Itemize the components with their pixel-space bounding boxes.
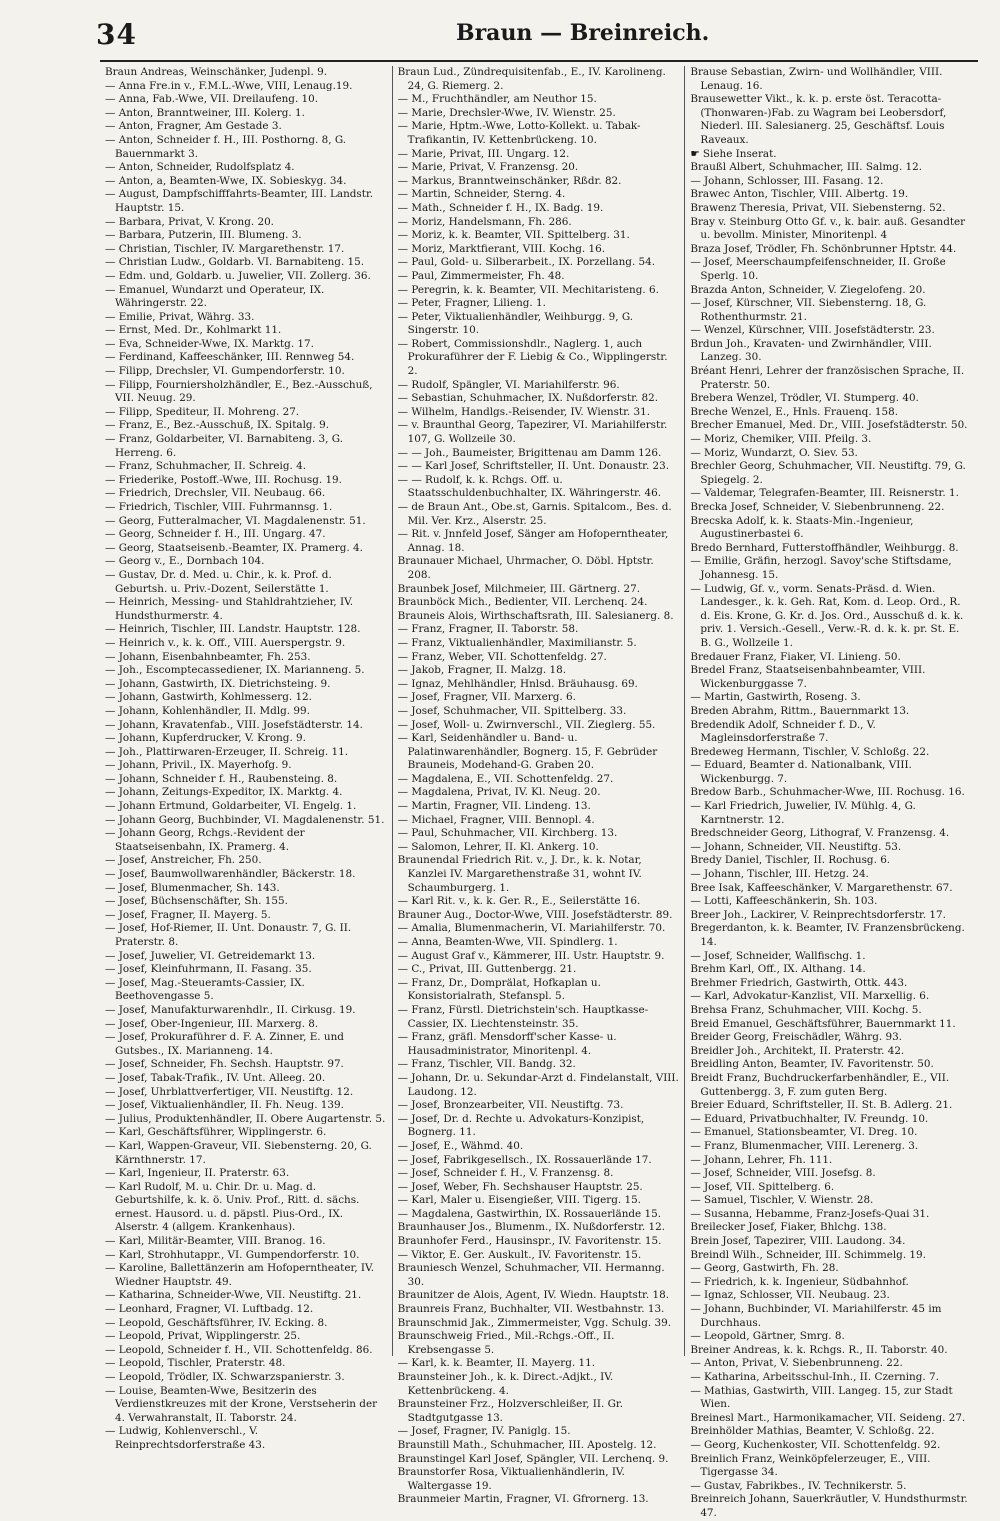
directory-entry: — Marie, Privat, V. Franzensg. 20. bbox=[397, 161, 579, 174]
directory-entry: — Louise, Beamten-Wwe, Besitzerin des Verdienstkreuzes mit der Krone, Verstseherin der 4. Verwahranstalt, II. Taborstr. 24. bbox=[105, 1384, 378, 1424]
directory-entry: Bredendik Adolf, Schneider f. D., V. Magleinsdorferstraße 7. bbox=[690, 718, 876, 745]
directory-entry: Bray v. Steinburg Otto Gf. v., k. bair. auß. Gesandter u. bevollm. Minister, Minoritenpl. 4 bbox=[690, 215, 966, 242]
directory-entry: — Franz, Blumenmacher, VIII. Lerenerg. 3. bbox=[690, 1139, 919, 1152]
directory-entry: — Josef, Bronzearbeiter, VII. Neustiftg. 73. bbox=[397, 1099, 624, 1112]
directory-entry: Brecher Emanuel, Med. Dr., VIII. Josefstädterstr. 50. bbox=[690, 419, 968, 432]
directory-entry: — Markus, Branntweinschänker, Rßdr. 82. bbox=[397, 174, 622, 187]
directory-entry: — Magdalena, Privat, IV. Kl. Neug. 20. bbox=[397, 786, 601, 799]
directory-entry: Brebera Wenzel, Trödler, VI. Stumperg. 40. bbox=[690, 392, 919, 405]
directory-entry: — Johann, Kravatenfab., VIII. Josefstädterstr. 14. bbox=[105, 718, 363, 731]
directory-entry: — Karl Rudolf, M. u. Chir. Dr. u. Mag. d. Geburtshilfe, k. k. ö. Univ. Prof., Ritt. d. sächs. ernest. Hausord. u. d. päpstl. Pius-Ord., IX. Alserstr. 4 (allgem. Krankenhaus). bbox=[105, 1180, 360, 1234]
directory-entry: Bréant Henri, Lehrer der französischen Sprache, II. Praterstr. 50. bbox=[690, 365, 965, 391]
directory-entry: — Friedrich, Tischler, VIII. Fuhrmannsg. 1. bbox=[105, 501, 333, 513]
directory-entry: — Leopold, Gärtner, Smrg. 8. bbox=[690, 1330, 845, 1343]
directory-entry: — Johann, Schneider, VII. Neustiftg. 53. bbox=[690, 840, 902, 853]
directory-entry: — Moriz, k. k. Beamter, VII. Spittelberg. 31. bbox=[397, 229, 630, 242]
directory-entry: — Leopold, Geschäftsführer, IV. Ecking. 8. bbox=[105, 1316, 328, 1329]
directory-entry: Brehm Karl, Off., IX. Althang. 14. bbox=[690, 963, 866, 976]
directory-entry: — Emanuel, Stationsbeamter, VI. Dreg. 10. bbox=[690, 1126, 918, 1139]
directory-entry: — Christian Ludw., Goldarb. VI. Barnabiteng. 15. bbox=[105, 256, 365, 269]
directory-entry: — Franz, Schuhmacher, II. Schreig. 4. bbox=[105, 460, 307, 473]
directory-entry: — Josef, Fragner, II. Mayerg. 5. bbox=[105, 908, 271, 921]
directory-entry: — Johann, Dr. u. Sekundar-Arzt d. Findelanstalt, VIII. Laudong. 12. bbox=[397, 1071, 679, 1098]
directory-entry: Braunsteiner Frz., Holzverschleißer, II. Gr. Stadtgutgasse 13. bbox=[397, 1398, 623, 1424]
directory-entry: — Magdalena, E., VII. Schottenfeldg. 27. bbox=[397, 772, 614, 785]
directory-entry: — Johann, Kupferdrucker, V. Krong. 9. bbox=[105, 732, 306, 745]
directory-entry: Braun Lud., Zündrequisitenfab., E., IV. Karolineng. 24, G. Riemerg. 2. bbox=[397, 66, 666, 92]
directory-entry: — Heinrich, Messing- und Stahldrahtzieher, IV. Hundsthurmerstr. 4. bbox=[105, 596, 354, 622]
directory-entry: — Josef, Büchsenschäfter, Sh. 155. bbox=[105, 895, 288, 908]
directory-entry: Brawenz Theresia, Privat, VII. Siebensterng. 52. bbox=[690, 201, 946, 214]
directory-entry: — Edm. und, Goldarb. u. Juwelier, VII. Zollerg. 36. bbox=[105, 269, 371, 282]
directory-entry: — Friederike, Postoff.-Wwe, III. Rochusg. 19. bbox=[105, 473, 342, 486]
directory-entry: — Heinrich, Tischler, III. Landstr. Hauptstr. 128. bbox=[105, 623, 361, 636]
directory-entry: — Peter, Fragner, Lilieng. 1. bbox=[397, 297, 546, 310]
directory-entry: — Josef, E., Wähmd. 40. bbox=[397, 1139, 524, 1152]
directory-entry: Breinlich Franz, Weinköpfelerzeuger, E., VIII. Tigergasse 34. bbox=[690, 1452, 931, 1479]
directory-entry: — Karl, Militär-Beamter, VIII. Branog. 16. bbox=[105, 1235, 326, 1248]
directory-entry: Breinreich Johann, Sauerkräutler, V. Hundsthurmstr. 47. bbox=[690, 1493, 968, 1519]
directory-entry: Brehmer Friedrich, Gastwirth, Ottk. 443. bbox=[690, 976, 908, 989]
page-header bbox=[96, 18, 980, 58]
directory-entry: — Ludwig, Gf. v., vorm. Senats-Präsd. d. Wien. Landesger., k. k. Geh. Rat, Kom. d. Leop. Ord., R. d. Eis. Krone, G. Kr. d. Jos. Ord., Ausschuß d. k. k. priv. 1. Versich.-Gesell., Verw.-R. d. k. k. pr. St. E. B. G., Wollzeile 1. bbox=[690, 582, 964, 649]
directory-entry: — C., Privat, III. Guttenbergg. 21. bbox=[397, 963, 577, 976]
directory-entry: — Gustav, Dr. d. Med. u. Chir., k. k. Prof. d. Geburtsh. u. Priv.-Dozent, Seilerstätte 1. bbox=[105, 568, 332, 595]
directory-entry: — Wenzel, Kürschner, VIII. Josefstädterstr. 23. bbox=[690, 324, 935, 337]
directory-entry: Bredo Bernhard, Futterstoffhändler, Weihburgg. 8. bbox=[690, 541, 959, 554]
directory-entry: — Marie, Privat, III. Ungarg. 12. bbox=[397, 147, 570, 160]
running-title: Braun — Breinreich. bbox=[456, 20, 710, 46]
directory-entry: Brawec Anton, Tischler, VIII. Albertg. 19. bbox=[690, 188, 909, 201]
directory-entry: Brauniesch Wenzel, Schuhmacher, VII. Hermanng. 30. bbox=[397, 1262, 665, 1288]
directory-entry: — Georg, Gastwirth, Fh. 28. bbox=[690, 1262, 839, 1275]
directory-entry: — Josef, Woll- u. Zwirnverschl., VII. Zieglerg. 55. bbox=[397, 718, 656, 731]
directory-entry: Breilecker Josef, Fiaker, Bhlchg. 138. bbox=[690, 1221, 887, 1234]
directory-entry: — Johann, Kohlenhändler, II. Mdlg. 99. bbox=[105, 704, 310, 717]
directory-entry: — Josef, Kleinfuhrmann, II. Fasang. 35. bbox=[105, 963, 312, 976]
directory-entry: — Math., Schneider f. H., IX. Badg. 19. bbox=[397, 201, 604, 214]
directory-entry: — Josef, Blumenmacher, Sh. 143. bbox=[105, 881, 280, 894]
directory-entry: Brauner Aug., Doctor-Wwe, VIII. Josefstädterstr. 89. bbox=[397, 908, 673, 921]
directory-entry: — Leopold, Trödler, IX. Schwarzspanierstr. 3. bbox=[105, 1371, 345, 1383]
directory-entry: — Christian, Tischler, IV. Margarethenstr. 17. bbox=[105, 242, 345, 255]
directory-entry: Bregerdanton, k. k. Beamter, IV. Franzensbrückeng. 14. bbox=[690, 922, 965, 948]
directory-entry: Braunmeier Martin, Fragner, VI. Gfrornerg. 13. bbox=[397, 1493, 649, 1506]
directory-entry: Breinhölder Mathias, Beamter, V. Schloßg. 22. bbox=[690, 1425, 935, 1438]
directory-entry: Breinesl Mart., Harmonikamacher, VII. Seideng. 27. bbox=[690, 1411, 966, 1424]
directory-entry: — Josef, Fragner, IV. Paniglg. 15. bbox=[397, 1425, 571, 1438]
directory-entry: — Anton, Fragner, Am Gestade 3. bbox=[105, 120, 282, 133]
directory-entry: Braunhofer Ferd., Hausinspr., IV. Favoritenstr. 15. bbox=[397, 1235, 662, 1248]
directory-entry: — Ferdinand, Kaffeeschänker, III. Rennweg 54. bbox=[105, 351, 355, 364]
directory-entry: — Karoline, Ballettänzerin am Hofoperntheater, IV. Wiedner Hauptstr. 49. bbox=[105, 1262, 375, 1288]
directory-entry: — Filipp, Fourniersholzhändler, E., Bez.-Ausschuß, VII. Neuug. 29. bbox=[105, 378, 373, 405]
directory-entry: — Friedrich, k. k. Ingenieur, Südbahnhof. bbox=[690, 1275, 909, 1288]
directory-entry: Braunschweig Fried., Mil.-Rchgs.-Off., II. Krebsengasse 5. bbox=[397, 1330, 615, 1356]
directory-entry: Breidling Anton, Beamter, IV. Favoritenstr. 50. bbox=[690, 1058, 934, 1071]
directory-entry: Breiner Andreas, k. k. Rchgs. R., II. Taborstr. 40. bbox=[690, 1343, 948, 1356]
directory-entry: — Barbara, Putzerin, III. Blumeng. 3. bbox=[105, 229, 302, 242]
directory-entry: — Ignaz, Mehlhändler, Hnlsd. Bräuhausg. 69. bbox=[397, 677, 638, 690]
directory-columns bbox=[100, 66, 978, 1519]
directory-entry: Bree Isak, Kaffeeschänker, V. Margarethenstr. 67. bbox=[690, 881, 953, 894]
directory-entry: — Magdalena, Gastwirthin, IX. Rossauerlände 15. bbox=[397, 1207, 662, 1220]
directory-entry: — Josef, Anstreicher, Fh. 250. bbox=[105, 854, 262, 867]
directory-entry: — Karl, Strohhutappr., VI. Gumpendorferstr. 10. bbox=[105, 1248, 360, 1261]
directory-entry: Braza Josef, Trödler, Fh. Schönbrunner Hptstr. 44. bbox=[690, 242, 957, 255]
directory-entry: — Mathias, Gastwirth, VIII. Langeg. 15, zur Stadt Wien. bbox=[690, 1384, 953, 1411]
directory-entry: — Johann, Lehrer, Fh. 111. bbox=[690, 1153, 833, 1166]
directory-entry: — Ludwig, Kohlenverschl., V. Reinprechtsdorferstraße 43. bbox=[105, 1425, 266, 1451]
directory-entry: — Johann, Schneider f. H., Raubensteing. 8. bbox=[105, 772, 338, 785]
directory-entry: — Anna Fre.in v., F.M.L.-Wwe, VIII, Lenaug.19. bbox=[105, 79, 353, 92]
directory-entry: — Filipp, Spediteur, II. Mohreng. 27. bbox=[105, 405, 300, 418]
directory-entry: — Friedrich, Drechsler, VII. Neubaug. 66. bbox=[105, 487, 326, 500]
directory-entry: Braunstingel Karl Josef, Spängler, VII. Lerchenq. 9. bbox=[397, 1452, 669, 1465]
directory-entry: — Josef, Weber, Fh. Sechshauser Hauptstr. 25. bbox=[397, 1180, 643, 1193]
directory-entry: Bredel Franz, Staatseisenbahnbeamter, VIII. Wickenburggasse 7. bbox=[690, 664, 926, 690]
column-3 bbox=[685, 66, 978, 1519]
directory-entry: — Georg, Kuchenkoster, VII. Schottenfeldg. 92. bbox=[690, 1438, 941, 1451]
directory-entry: — Karl, k. k. Beamter, II. Mayerg. 11. bbox=[397, 1357, 596, 1370]
directory-entry: — Julius, Produktenhändler, II. Obere Augartenstr. 5. bbox=[105, 1112, 386, 1125]
directory-entry: Breid Emanuel, Geschäftsführer, Bauernmarkt 11. bbox=[690, 1017, 956, 1030]
directory-entry: Brausewetter Vikt., k. k. p. erste öst. Teracotta-(Thonwaren-)Fab. zu Wagram bei Leobersdorf, Niederl. III. Salesianerg. 25, Geschäftsf. Louis Raveaux. bbox=[690, 93, 947, 146]
directory-entry: — Salomon, Lehrer, II. Kl. Ankerg. 10. bbox=[397, 840, 599, 853]
directory-entry: — Josef, Schneider, Wallfischg. 1. bbox=[690, 949, 866, 962]
directory-entry: — Eduard, Beamter d. Nationalbank, VIII. Wickenburgg. 7. bbox=[690, 759, 912, 785]
directory-entry: Bredschneider Georg, Lithograf, V. Franzensg. 4. bbox=[690, 827, 950, 840]
directory-entry: Breider Georg, Freischädler, Währg. 93. bbox=[690, 1031, 903, 1044]
directory-entry: — Emilie, Gräfin, herzogl. Savoy'sche Stiftsdame, Johannesg. 15. bbox=[690, 555, 952, 581]
directory-entry: — Karl, Seidenhändler u. Band- u. Palatinwarenhändler, Bognerg. 15, F. Gebrüder Brauneis, Modehand-G. Graben 20. bbox=[397, 732, 658, 772]
header-rule bbox=[100, 60, 978, 62]
directory-entry: — Josef, Baumwollwarenhändler, Bäckerstr. 18. bbox=[105, 868, 356, 881]
directory-entry: — Samuel, Tischler, V. Wienstr. 28. bbox=[690, 1194, 874, 1207]
directory-entry: — Johann Ertmund, Goldarbeiter, VI. Engelg. 1. bbox=[105, 800, 357, 813]
directory-entry: — Paul, Gold- u. Silberarbeit., IX. Porzellang. 54. bbox=[397, 256, 656, 269]
directory-entry: — Katharina, Arbeitsschul-Inh., II. Czerning. 7. bbox=[690, 1371, 939, 1383]
directory-entry: — Sebastian, Schuhmacher, IX. Nußdorferstr. 82. bbox=[397, 392, 659, 405]
directory-entry: — Johann, Gastwirth, Kohlmesserg. 12. bbox=[105, 691, 312, 704]
directory-entry: — Paul, Zimmermeister, Fh. 48. bbox=[397, 269, 565, 282]
directory-entry: — Franz, Dr., Domprälat, Hofkaplan u. Konsistorialrath, Stefanspl. 5. bbox=[397, 976, 601, 1003]
directory-entry: — Georg v., E., Dornbach 104. bbox=[105, 555, 265, 568]
directory-entry: Braunböck Mich., Bedienter, VII. Lerchenq. 24. bbox=[397, 596, 648, 609]
directory-entry: — — Joh., Baumeister, Brigittenau am Damm 126. bbox=[397, 446, 662, 459]
directory-entry: — Wilhelm, Handlgs.-Reisender, IV. Wienstr. 31. bbox=[397, 405, 651, 418]
directory-entry: — Karl Rit. v., k. k. Ger. R., E., Seilerstätte 16. bbox=[397, 895, 641, 908]
directory-entry: — Josef, Uhrblattverfertiger, VII. Neustiftg. 12. bbox=[105, 1085, 354, 1098]
directory-entry: — Josef, VII. Spittelberg. 6. bbox=[690, 1180, 835, 1193]
directory-entry: — Johann Georg, Buchbinder, VI. Magdalenenstr. 51. bbox=[105, 813, 385, 826]
directory-entry: — Johann, Privil., IX. Mayerhofg. 9. bbox=[105, 759, 292, 772]
directory-entry: Brdun Joh., Kravaten- und Zwirnhändler, VIII. Lanzeg. 30. bbox=[690, 337, 932, 364]
directory-entry: Braun Andreas, Weinschänker, Judenpl. 9. bbox=[105, 66, 328, 78]
directory-entry: — Emanuel, Wundarzt und Operateur, IX. Währingerstr. 22. bbox=[105, 283, 325, 310]
directory-entry: — Josef, Schneider f. H., V. Franzensg. 8. bbox=[397, 1167, 614, 1180]
directory-entry: — Joh., Plattirwaren-Erzeuger, II. Schreig. 11. bbox=[105, 745, 349, 758]
directory-entry: — Franz, gräfl. Mensdorff'scher Kasse- u. Hausadministrator, Minoritenpl. 4. bbox=[397, 1031, 617, 1057]
directory-entry: — Susanna, Hebamme, Franz-Josefs-Quai 31. bbox=[690, 1207, 930, 1220]
directory-entry: — Peter, Viktualienhändler, Weihburgg. 9, G. Singerstr. 10. bbox=[397, 310, 634, 337]
directory-entry: — Martin, Schneider, Sterng. 4. bbox=[397, 188, 566, 201]
directory-entry: — Karl, Wappen-Graveur, VII. Siebensterng. 20, G. Kärnthnerstr. 17. bbox=[105, 1139, 372, 1166]
directory-entry: Bredy Daniel, Tischler, II. Rochusg. 6. bbox=[690, 854, 891, 867]
directory-entry: — Michael, Fragner, VIII. Bennopl. 4. bbox=[397, 813, 595, 826]
directory-entry: — Johann, Tischler, III. Hetzg. 24. bbox=[690, 868, 869, 881]
directory-entry: — Moriz, Wundarzt, O. Siev. 53. bbox=[690, 446, 858, 459]
directory-entry: ☛ Siehe Inserat. bbox=[690, 147, 777, 160]
directory-entry: Braunschmid Jak., Zimmermeister, Vgg. Schulg. 39. bbox=[397, 1316, 671, 1329]
directory-entry: Braunstorfer Rosa, Viktualienhändlerin, IV. Waltergasse 19. bbox=[397, 1466, 625, 1492]
directory-entry: Breche Wenzel, E., Hnls. Frauenq. 158. bbox=[690, 405, 899, 418]
directory-entry: Brecka Josef, Schneider, V. Siebenbrunneng. 22. bbox=[690, 501, 945, 513]
directory-entry: — Filipp, Drechsler, VI. Gumpendorferstr. 10. bbox=[105, 365, 345, 378]
directory-entry: Bredow Barb., Schuhmacher-Wwe, III. Rochusg. 16. bbox=[690, 786, 965, 799]
directory-entry: — Josef, Manufakturwarenhdlr., II. Cirkusg. 19. bbox=[105, 1003, 356, 1016]
directory-entry: — Anton, Privat, V. Siebenbrunneng. 22. bbox=[690, 1357, 903, 1370]
directory-entry: — Georg, Schneider f. H., III. Ungarg. 47. bbox=[105, 528, 326, 541]
directory-entry: — Anton, Branntweiner, III. Kolerg. 1. bbox=[105, 106, 305, 119]
directory-entry: Breier Eduard, Schriftsteller, II. St. B. Adlerg. 21. bbox=[690, 1099, 953, 1112]
directory-entry: — Josef, Meerschaumpfeifenschneider, II. Große Sperlg. 10. bbox=[690, 256, 946, 282]
directory-entry: — Ignaz, Schlosser, VII. Neubaug. 23. bbox=[690, 1289, 890, 1302]
directory-entry: — Jakob, Fragner, II. Malzg. 18. bbox=[397, 664, 567, 677]
directory-entry: — Franz, Fragner, II. Taborstr. 58. bbox=[397, 623, 579, 636]
directory-entry: — Josef, Hof-Riemer, II. Unt. Donaustr. 7, G. II. Praterstr. 8. bbox=[105, 922, 352, 948]
directory-entry: — Martin, Gastwirth, Roseng. 3. bbox=[690, 691, 861, 704]
directory-entry: — Moriz, Chemiker, VIII. Pfeilg. 3. bbox=[690, 433, 872, 446]
directory-entry: — — Rudolf, k. k. Rchgs. Off. u. Staatsschuldenbuchhalter, IX. Währingerstr. 46. bbox=[397, 473, 662, 500]
directory-entry: Braunitzer de Alois, Agent, IV. Wiedn. Hauptstr. 18. bbox=[397, 1289, 670, 1302]
directory-entry: — Marie, Hptm.-Wwe, Lotto-Kollekt. u. Tabak-Trafikantin, IV. Kettenbrückeng. 10. bbox=[397, 120, 641, 146]
directory-entry: — Josef, Schneider, VIII. Josefsg. 8. bbox=[690, 1167, 876, 1180]
directory-entry: — Valdemar, Telegrafen-Beamter, III. Reisnerstr. 1. bbox=[690, 487, 959, 500]
directory-entry: Braunhauser Jos., Blumenm., IX. Nußdorferstr. 12. bbox=[397, 1221, 666, 1234]
directory-entry: — Eduard, Privatbuchhalter, IV. Freundg. 10. bbox=[690, 1112, 929, 1125]
directory-entry: Braunsteiner Joh., k. k. Direct.-Adjkt., IV. Kettenbrückeng. 4. bbox=[397, 1371, 614, 1397]
directory-entry: — Josef, Schuhmacher, VII. Spittelberg. 33. bbox=[397, 704, 627, 717]
directory-entry: Braunstill Math., Schuhmacher, III. Apostelg. 12. bbox=[397, 1438, 657, 1451]
directory-entry: — Johann, Schlosser, III. Fasang. 12. bbox=[690, 174, 884, 187]
directory-entry: Braunauer Michael, Uhrmacher, O. Döbl. Hptstr. 208. bbox=[397, 555, 654, 581]
directory-entry: — Rudolf, Spängler, VI. Mariahilferstr. 96. bbox=[397, 378, 620, 391]
directory-entry: — Johann, Gastwirth, IX. Dietrichsteing. 9. bbox=[105, 677, 331, 690]
directory-entry: Breden Abrahm, Rittm., Bauernmarkt 13. bbox=[690, 704, 910, 717]
column-1 bbox=[100, 66, 393, 1451]
directory-entry: — Johann, Buchbinder, VI. Mariahilferstr. 45 im Durchhaus. bbox=[690, 1303, 942, 1329]
directory-entry: — Franz, Fürstl. Dietrichstein'sch. Hauptkasse-Cassier, IX. Liechtensteinstr. 35. bbox=[397, 1003, 649, 1030]
directory-entry: — Karl, Maler u. Eisengießer, VIII. Tigerg. 15. bbox=[397, 1194, 642, 1207]
directory-entry: — Johann Georg, Rchgs.-Revident der Staatseisenbahn, IX. Pramerg. 4. bbox=[105, 827, 305, 853]
page-number: 34 bbox=[96, 18, 137, 51]
directory-entry: — Lotti, Kaffeeschänkerin, Sh. 103. bbox=[690, 895, 878, 908]
directory-entry: Brein Josef, Tapezirer, VIII. Laudong. 34. bbox=[690, 1235, 906, 1248]
directory-entry: — Georg, Futteralmacher, VI. Magdalenenstr. 51. bbox=[105, 514, 366, 527]
directory-entry: — Georg, Staatseisenb.-Beamter, IX. Pramerg. 4. bbox=[105, 541, 363, 554]
directory-entry: — Josef, Schneider, Fh. Sechsh. Hauptstr. 97. bbox=[105, 1058, 344, 1071]
directory-entry: — Peregrin, k. k. Beamter, VII. Mechitaristeng. 6. bbox=[397, 283, 659, 296]
directory-entry: — Josef, Fragner, VII. Marxerg. 6. bbox=[397, 691, 576, 704]
directory-entry: — Anna, Fab.-Wwe, VII. Dreilaufeng. 10. bbox=[105, 93, 319, 106]
directory-entry: — M., Fruchthändler, am Neuthor 15. bbox=[397, 93, 597, 106]
directory-entry: — Karl Friedrich, Juwelier, IV. Mühlg. 4, G. Karntnerstr. 12. bbox=[690, 800, 916, 826]
directory-entry: — v. Braunthal Georg, Tapezirer, VI. Mariahilferstr. 107, G. Wollzeile 30. bbox=[397, 419, 668, 446]
directory-entry: — Josef, Kürschner, VII. Siebensterng. 18, G. Rothenthurmstr. 21. bbox=[690, 297, 927, 323]
directory-entry: Braußl Albert, Schuhmacher, III. Salmg. 12. bbox=[690, 161, 923, 174]
directory-entry: — Karl, Advokatur-Kanzlist, VII. Marxellig. 6. bbox=[690, 990, 930, 1003]
directory-entry: Brehsa Franz, Schuhmacher, VIII. Kochg. 5. bbox=[690, 1003, 922, 1016]
directory-entry: — Gustav, Fabrikbes., IV. Technikerstr. 5. bbox=[690, 1479, 907, 1492]
directory-entry: Brause Sebastian, Zwirn- und Wollhändler, VIII. Lenaug. 16. bbox=[690, 66, 943, 92]
directory-entry: Brecska Adolf, k. k. Staats-Min.-Ingenieur, Augustinerbastei 6. bbox=[690, 514, 914, 541]
directory-entry: — Heinrich v., k. k. Off., VIII. Auerspergstr. 9. bbox=[105, 636, 346, 649]
directory-entry: Bredeweg Hermann, Tischler, V. Schloßg. 22. bbox=[690, 745, 930, 758]
directory-entry: — Joh., Escomptecassediener, IX. Marianneng. 5. bbox=[105, 664, 365, 677]
directory-entry: — Ernst, Med. Dr., Kohlmarkt 11. bbox=[105, 324, 282, 337]
directory-entry: — Franz, Tischler, VII. Bandg. 32. bbox=[397, 1058, 576, 1071]
directory-entry: Braunbek Josef, Milchmeier, III. Gärtnerg. 27. bbox=[397, 582, 641, 595]
directory-entry: Braunendal Friedrich Rit. v., J. Dr., k. k. Notar, Kanzlei IV. Margarethenstraße 31, wohnt IV. Schaumburgerg. 1. bbox=[397, 854, 642, 894]
directory-entry: — August Graf v., Kämmerer, III. Ustr. Hauptstr. 9. bbox=[397, 949, 665, 962]
directory-entry: — Marie, Drechsler-Wwe, IV. Wienstr. 25. bbox=[397, 106, 616, 119]
directory-entry: — Leopold, Schneider f. H., VII. Schottenfeldg. 86. bbox=[105, 1343, 373, 1356]
directory-entry: — Franz, Viktualienhändler, Maximilianstr. 5. bbox=[397, 636, 637, 649]
directory-entry: — Paul, Schuhmacher, VII. Kirchberg. 13. bbox=[397, 827, 618, 840]
directory-entry: — Anna, Beamten-Wwe, VII. Spindlerg. 1. bbox=[397, 936, 618, 948]
directory-entry: — Johann, Eisenbahnbeamter, Fh. 253. bbox=[105, 650, 311, 663]
directory-entry: — Robert, Commissionshdlr., Naglerg. 1, auch Prokuraführer der F. Liebig & Co., Wipplingerstr. 2. bbox=[397, 337, 668, 378]
directory-entry: — Franz, E., Bez.-Ausschuß, IX. Spitalg. 9. bbox=[105, 419, 330, 432]
directory-entry: Breidt Franz, Buchdruckerfarbenhändler, E., VII. Guttenbergg. 3, F. zum guten Berg. bbox=[690, 1071, 950, 1098]
directory-entry: — Karl, Geschäftsführer, Wipplingerstr. 6. bbox=[105, 1126, 327, 1139]
directory-entry: — Rit. v. Jnnfeld Josef, Sänger am Hofoperntheater, Annag. 18. bbox=[397, 528, 669, 554]
directory-entry: — Anton, Schneider f. H., III. Posthorng. 8, G. Bauernmarkt 3. bbox=[105, 133, 347, 160]
column-2 bbox=[393, 66, 686, 1506]
directory-entry: — Leonhard, Fragner, VI. Luftbadg. 12. bbox=[105, 1303, 314, 1316]
directory-entry: Brazda Anton, Schneider, V. Ziegelofeng. 20. bbox=[690, 283, 926, 296]
directory-entry: — Anton, Schneider, Rudolfsplatz 4. bbox=[105, 161, 295, 174]
directory-entry: Braunreis Franz, Buchhalter, VII. Westbahnstr. 13. bbox=[397, 1303, 665, 1316]
directory-entry: — Moriz, Handelsmann, Fh. 286. bbox=[397, 215, 572, 228]
directory-entry: — Katharina, Schneider-Wwe, VII. Neustiftg. 21. bbox=[105, 1289, 362, 1302]
directory-entry: — Amalia, Blumenmacherin, VI. Mariahilferstr. 70. bbox=[397, 922, 666, 935]
directory-entry: — Leopold, Privat, Wipplingerstr. 25. bbox=[105, 1330, 301, 1343]
directory-entry: Bredauer Franz, Fiaker, VI. Linieng. 50. bbox=[690, 650, 901, 663]
directory-entry: — Martin, Fragner, VII. Lindeng. 13. bbox=[397, 800, 591, 813]
directory-entry: — Josef, Viktualienhändler, II. Fh. Neug. 139. bbox=[105, 1099, 344, 1112]
directory-entry: Breer Joh., Lackirer, V. Reinprechtsdorferstr. 17. bbox=[690, 908, 946, 921]
directory-entry: — Emilie, Privat, Währg. 33. bbox=[105, 310, 255, 323]
directory-entry: — Josef, Juwelier, VI. Getreidemarkt 13. bbox=[105, 949, 316, 962]
directory-entry: — Moriz, Marktfierant, VIII. Kochg. 16. bbox=[397, 242, 606, 255]
directory-entry: — Eva, Schneider-Wwe, IX. Marktg. 17. bbox=[105, 337, 314, 350]
directory-entry: — Josef, Prokuraführer d. F. A. Zinner, E. und Gutsbes., IX. Marianneng. 14. bbox=[105, 1031, 344, 1057]
directory-entry: — Leopold, Tischler, Praterstr. 48. bbox=[105, 1357, 286, 1370]
directory-entry: — Josef, Dr. d. Rechte u. Advokaturs-Konzipist, Bognerg. 11. bbox=[397, 1112, 645, 1139]
directory-entry: — Johann, Zeitungs-Expeditor, IX. Marktg. 4. bbox=[105, 786, 343, 799]
directory-entry: — Franz, Goldarbeiter, VI. Barnabiteng. 3, G. Herreng. 6. bbox=[105, 433, 344, 459]
directory-entry: Breindl Wilh., Schneider, III. Schimmelg. 19. bbox=[690, 1248, 926, 1261]
directory-entry: Breidler Joh., Architekt, II. Praterstr. 42. bbox=[690, 1044, 905, 1057]
directory-entry: — — Karl Josef, Schriftsteller, II. Unt. Donaustr. 23. bbox=[397, 460, 670, 473]
directory-entry: Brauneis Alois, Wirthschaftsrath, III. Salesianerg. 8. bbox=[397, 609, 674, 622]
directory-entry: — August, Dampfschifffahrts-Beamter, III. Landstr. Hauptstr. 15. bbox=[105, 188, 374, 214]
directory-entry: — de Braun Ant., Obe.st, Garnis. Spitalcom., Bes. d. Mil. Ver. Krz., Alserstr. 25. bbox=[397, 501, 672, 527]
directory-entry: — Josef, Mag.-Steueramts-Cassier, IX. Beethovengasse 5. bbox=[105, 976, 305, 1003]
directory-entry: Brechler Georg, Schuhmacher, VII. Neustiftg. 79, G. Spiegelg. 2. bbox=[690, 460, 966, 486]
directory-entry: — Karl, Ingenieur, II. Praterstr. 63. bbox=[105, 1167, 290, 1180]
directory-entry: — Viktor, E. Ger. Auskult., IV. Favoritenstr. 15. bbox=[397, 1248, 642, 1261]
directory-entry: — Anton, a, Beamten-Wwe, IX. Sobieskyg. 34. bbox=[105, 174, 347, 187]
directory-entry: — Josef, Ober-Ingenieur, III. Marxerg. 8. bbox=[105, 1017, 319, 1030]
directory-entry: — Josef, Tabak-Trafik., IV. Unt. Alleeg. 20. bbox=[105, 1071, 326, 1084]
directory-entry: — Franz, Weber, VII. Schottenfeldg. 27. bbox=[397, 650, 607, 663]
directory-entry: — Barbara, Privat, V. Krong. 20. bbox=[105, 215, 274, 228]
directory-entry: — Josef, Fabrikgesellsch., IX. Rossauerlände 17. bbox=[397, 1153, 652, 1166]
